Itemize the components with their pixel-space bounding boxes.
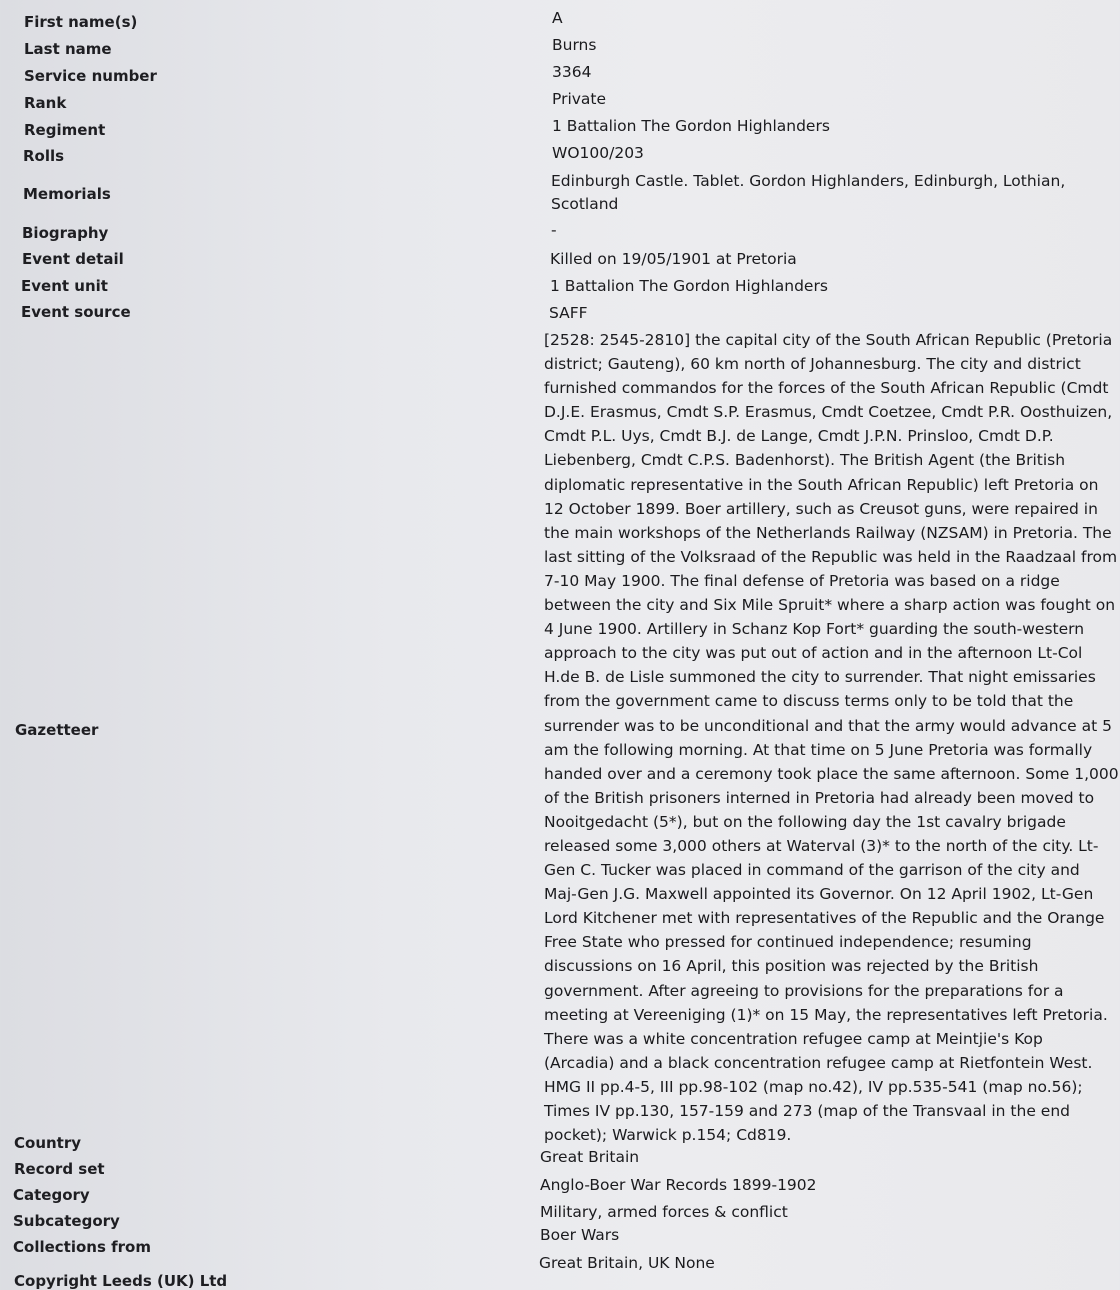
memorials-value-line1: Edinburgh Castle. Tablet. Gordon Highlanders, Edinburgh, Lothian, (551, 172, 1066, 190)
gazetteer-line: surrender was to be unconditional and that the army would advance at 5 (544, 716, 1112, 735)
rolls-label: Rolls (23, 147, 65, 165)
memorials-label: Memorials (23, 185, 111, 203)
record-set-value: Anglo-Boer War Records 1899-1902 (540, 1176, 817, 1194)
gazetteer-line: Liebenberg, Cmdt C.P.S. Badenhorst). The British Agent (the British (544, 451, 1066, 470)
collections-from-label: Collections from (13, 1238, 151, 1256)
gazetteer-line: of the British prisoners interned in Pretoria had already been moved to (544, 788, 1095, 807)
gazetteer-line: Lord Kitchener met with representatives of the Republic and the Orange (544, 909, 1105, 928)
gazetteer-line: D.J.E. Erasmus, Cmdt S.P. Erasmus, Cmdt Coetzee, Cmdt P.R. Oosthuizen, (544, 403, 1113, 422)
first-name-label: First name(s) (24, 13, 138, 31)
gazetteer-line: Cmdt P.L. Uys, Cmdt B.J. de Lange, Cmdt J.P.N. Prinsloo, Cmdt D.P. (544, 427, 1054, 446)
gazetteer-line: district; Gauteng), 60 km north of Johannesburg. The city and district (544, 355, 1081, 374)
gazetteer-line: [2528: 2545-2810] the capital city of the South African Republic (Pretoria (544, 331, 1113, 349)
rank-value: Private (552, 90, 607, 108)
gazetteer-line: between the city and Six Mile Spruit* where a sharp action was fought on (544, 596, 1116, 615)
memorials-value-line2: Scotland (551, 195, 619, 213)
rank-label: Rank (24, 94, 67, 112)
event-detail-value: Killed on 19/05/1901 at Pretoria (550, 250, 797, 268)
gazetteer-line: released some 3,000 others at Waterval (3)* to the north of the city. Lt- (544, 836, 1099, 855)
gazetteer-line: handed over and a ceremony took place the same afternoon. Some 1,000 (544, 764, 1119, 783)
gazetteer-line: (Arcadia) and a black concentration refugee camp at Rietfontein West. (544, 1053, 1093, 1072)
gazetteer-line: furnished commandos for the forces of the South African Republic (Cmdt (544, 379, 1109, 398)
biography-label: Biography (22, 224, 109, 242)
service-number-value: 3364 (552, 63, 592, 81)
gazetteer-line: diplomatic representative in the South African Republic) left Pretoria on (544, 475, 1099, 494)
gazetteer-line: There was a white concentration refugee camp at Meintjie's Kop (544, 1029, 1043, 1048)
gazetteer-line: from the government came to discuss terms only to be told that the (544, 692, 1074, 711)
gazetteer-line: HMG II pp.4-5, III pp.98-102 (map no.42), IV pp.535-541 (map no.56); (544, 1077, 1083, 1096)
gazetteer-text (544, 328, 1119, 1147)
event-source-label: Event source (21, 303, 131, 321)
event-unit-value: 1 Battalion The Gordon Highlanders (550, 277, 828, 295)
last-name-label: Last name (24, 40, 112, 58)
country-label: Country (14, 1134, 82, 1152)
gazetteer-line: the main workshops of the Netherlands Railway (NZSAM) in Pretoria. The (544, 523, 1112, 542)
country-value: Great Britain (540, 1148, 640, 1166)
event-detail-label: Event detail (22, 250, 124, 268)
gazetteer-line: approach to the city was put out of action and in the afternoon Lt-Col (544, 644, 1083, 663)
gazetteer-line: Maj-Gen J.G. Maxwell appointed its Governor. On 12 April 1902, Lt-Gen (544, 885, 1094, 904)
event-unit-label: Event unit (21, 277, 108, 295)
gazetteer-line: last sitting of the Volksraad of the Republic was held in the Raadzaal from (544, 547, 1118, 566)
biography-value: - (551, 221, 557, 239)
event-source-value: SAFF (549, 304, 588, 322)
gazetteer-line: 7-10 May 1900. The final defense of Pretoria was based on a ridge (544, 571, 1060, 590)
record-set-label: Record set (14, 1160, 105, 1178)
gazetteer-line: Free State who pressed for continued independence; resuming (544, 933, 1032, 952)
first-name-value: A (552, 9, 563, 27)
category-label: Category (13, 1186, 90, 1204)
gazetteer-line: meeting at Vereeniging (1)* on 15 May, the representatives left Pretoria. (544, 1005, 1108, 1024)
subcategory-value: Boer Wars (540, 1226, 620, 1244)
collections-from-value: Great Britain, UK None (539, 1254, 715, 1272)
subcategory-label: Subcategory (13, 1212, 120, 1230)
gazetteer-line: Gen C. Tucker was placed in command of the garrison of the city and (544, 861, 1080, 880)
gazetteer-line: discussions on 16 April, this position was rejected by the British (544, 957, 1039, 976)
gazetteer-line: government. After agreeing to provisions for the preparations for a (544, 981, 1064, 1000)
gazetteer-label: Gazetteer (15, 721, 99, 739)
service-number-label: Service number (24, 67, 157, 85)
rolls-value: WO100/203 (552, 144, 644, 162)
gazetteer-line: Nooitgedacht (5*), but on the following day the 1st cavalry brigade (544, 812, 1066, 831)
last-name-value: Burns (552, 36, 597, 54)
copyright-label: Copyright Leeds (UK) Ltd (14, 1272, 228, 1290)
gazetteer-line: H.de B. de Lisle summoned the city to surrender. That night emissaries (544, 668, 1096, 687)
category-value: Military, armed forces & conflict (540, 1203, 788, 1221)
gazetteer-line: Times IV pp.130, 157-159 and 273 (map of the Transvaal in the end (544, 1102, 1070, 1120)
regiment-value: 1 Battalion The Gordon Highlanders (552, 117, 830, 135)
gazetteer-line: am the following morning. At that time on 5 June Pretoria was formally (544, 740, 1093, 759)
gazetteer-line: 12 October 1899. Boer artillery, such as Creusot guns, were repaired in (544, 499, 1098, 518)
gazetteer-line: pocket); Warwick p.154; Cd819. (544, 1126, 792, 1145)
gazetteer-line: 4 June 1900. Artillery in Schanz Kop Fort* guarding the south-western (544, 620, 1085, 639)
regiment-label: Regiment (24, 121, 106, 139)
